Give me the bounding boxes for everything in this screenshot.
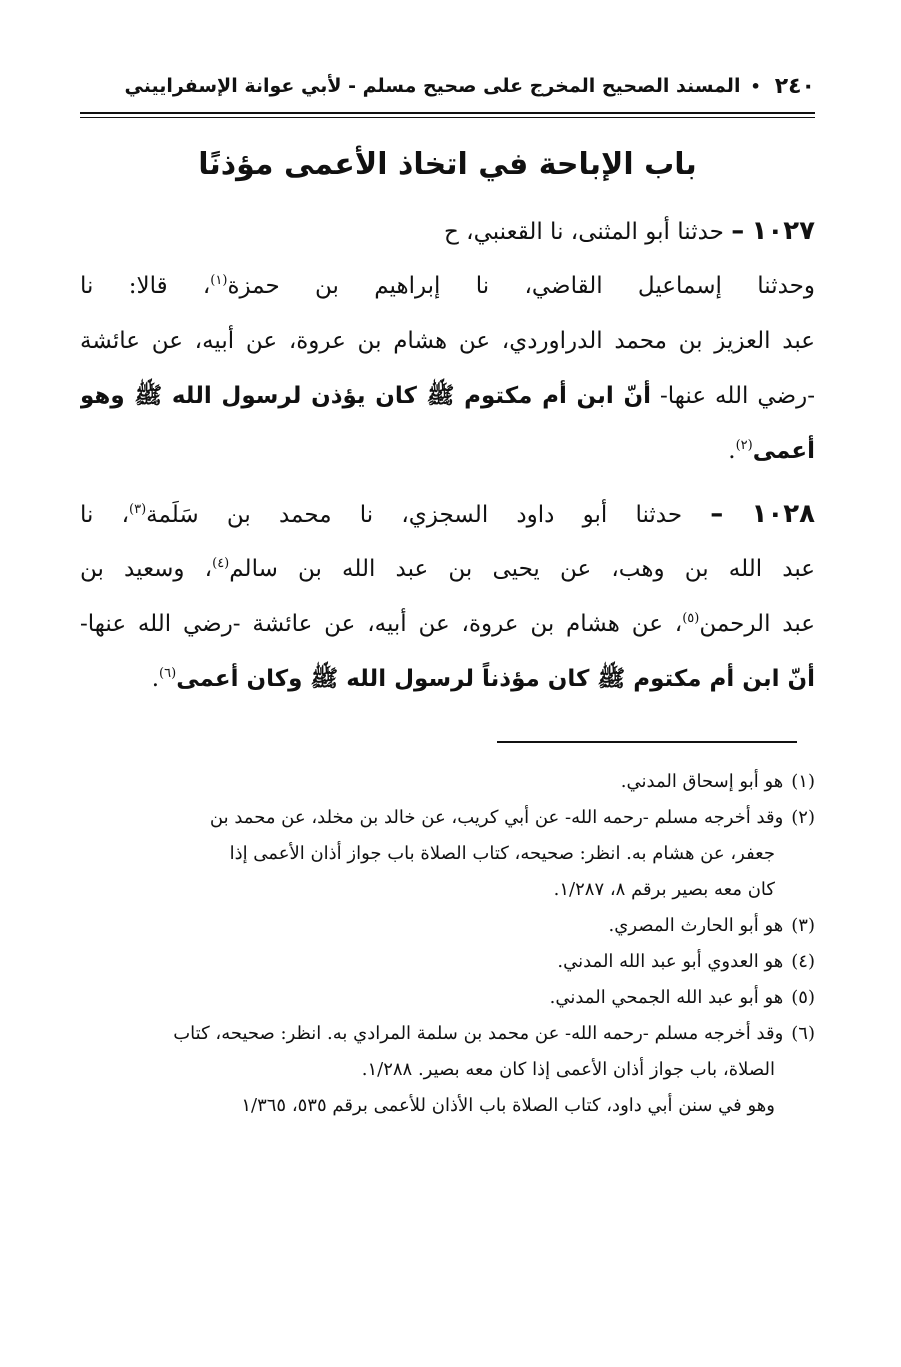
footnote-5 (80, 980, 815, 1016)
footnote-ref[interactable]: (٢) (735, 438, 753, 453)
footnote-2 (80, 800, 815, 836)
hadith-text: . (151, 666, 160, 692)
hadith-text: حدثنا أبو المثنى، نا القعنبي، ح (443, 219, 724, 245)
footnote-text: هو أبو إسحاق المدني. (620, 771, 784, 792)
footnote-text: هو أبو عبد الله الجمحي المدني. (549, 987, 784, 1008)
footnote-separator (497, 741, 797, 743)
footnote-ref[interactable]: (١) (210, 273, 228, 288)
footnote-text: وهو في سنن أبي داود، كتاب الصلاة باب الأذان للأعمى برقم ٥٣٥، ١/٣٦٥ (241, 1095, 775, 1116)
hadith-1027-line-3 (80, 314, 815, 369)
footnote-ref[interactable]: (٥) (682, 611, 700, 626)
footnote-ref[interactable]: (٦) (159, 666, 177, 681)
hadith-text: ، نا (80, 502, 130, 528)
footnote-6 (80, 1016, 815, 1052)
chapter-title: باب الإباحة في اتخاذ الأعمى مؤذنًا (198, 147, 697, 182)
hadith-text: عبد الله بن وهب، عن يحيى بن عبد الله بن سالم (229, 556, 815, 582)
page-header (80, 66, 815, 106)
header-rule-thin (80, 117, 815, 118)
footnote-text: الصلاة، باب جواز أذان الأعمى إذا كان معه بصير. ١/٢٨٨. (361, 1059, 775, 1080)
hadith-1028-line-4 (80, 652, 815, 707)
footnote-marker: (٤) (791, 951, 815, 972)
footnote-text: هو أبو الحارث المصري. (608, 915, 784, 936)
hadith-1027-line-1 (80, 204, 815, 259)
hadith-1027-line-2 (80, 259, 815, 314)
hadith-matn: أنّ ابن أم مكتوم ﷺ كان مؤذناً لرسول الله ﷺ وكان أعمى (176, 666, 815, 692)
page-number: ٢٤٠ (774, 73, 815, 99)
footnote-4 (80, 944, 815, 980)
header-rule (80, 112, 815, 114)
hadith-matn: أنّ ابن أم مكتوم ﷺ كان يؤذن لرسول الله ﷺ وهو (80, 383, 651, 409)
hadith-text: -رضي الله عنها- (650, 383, 815, 409)
hadith-text: ، وسعيد بن (80, 556, 213, 582)
footnote-6-cont (80, 1088, 815, 1124)
footnote-text: جعفر، عن هشام به. انظر: صحيحه، كتاب الصلاة باب جواز أذان الأعمى إذا (229, 843, 775, 864)
hadith-number: ١٠٢٨ (751, 499, 815, 529)
footnote-ref[interactable]: (٤) (212, 556, 230, 571)
footnote-2-cont (80, 872, 815, 908)
hadith-text: ، قالا: نا (80, 273, 211, 299)
footnote-text: هو العدوي أبو عبد الله المدني. (557, 951, 784, 972)
hadith-text: عبد الرحمن (699, 611, 815, 637)
footnote-text: وقد أخرجه مسلم -رحمه الله- عن أبي كريب، عن خالد بن مخلد، عن محمد بن (209, 807, 784, 828)
hadith-matn: أعمى (752, 438, 815, 464)
running-title: المسند الصحيح المخرج على صحيح مسلم - لأبي عوانة الإسفراييني (124, 75, 741, 97)
hadith-text: ، عن هشام بن عروة، عن أبيه، عن عائشة -رضي الله عنها- (80, 611, 683, 637)
hadith-dash: – (731, 216, 745, 246)
footnote-3 (80, 908, 815, 944)
footnote-marker: (٦) (791, 1023, 815, 1044)
hadith-dash: – (710, 499, 724, 529)
footnote-marker: (٥) (791, 987, 815, 1008)
footnote-1 (80, 764, 815, 800)
hadith-text: وحدثنا إسماعيل القاضي، نا إبراهيم بن حمزة (227, 273, 815, 299)
header-dot: • (750, 76, 761, 96)
main-text (80, 204, 815, 707)
footnote-marker: (١) (791, 771, 815, 792)
footnote-6-cont (80, 1052, 815, 1088)
footnote-marker: (٢) (791, 807, 815, 828)
hadith-1028-line-2 (80, 542, 815, 597)
hadith-1027-line-4 (80, 369, 815, 424)
footnote-ref[interactable]: (٣) (129, 502, 147, 517)
hadith-number: ١٠٢٧ (751, 216, 815, 246)
footnote-text: كان معه بصير برقم ٨، ١/٢٨٧. (553, 879, 775, 900)
paragraph-gap (80, 479, 815, 487)
hadith-text: . (728, 438, 736, 464)
footnote-2-cont (80, 836, 815, 872)
hadith-1027-line-5 (80, 424, 815, 479)
hadith-1028-line-1 (80, 487, 815, 542)
hadith-text: حدثنا أبو داود السجزي، نا محمد بن سَلَمة (146, 502, 683, 528)
hadith-1028-line-3 (80, 597, 815, 652)
footnote-text: وقد أخرجه مسلم -رحمه الله- عن محمد بن سلمة المرادي به. انظر: صحيحه، كتاب (173, 1023, 784, 1044)
hadith-text: عبد العزيز بن محمد الدراوردي، عن هشام بن عروة، عن أبيه، عن عائشة (80, 328, 815, 354)
footnotes (80, 764, 815, 1124)
footnote-marker: (٣) (791, 915, 815, 936)
